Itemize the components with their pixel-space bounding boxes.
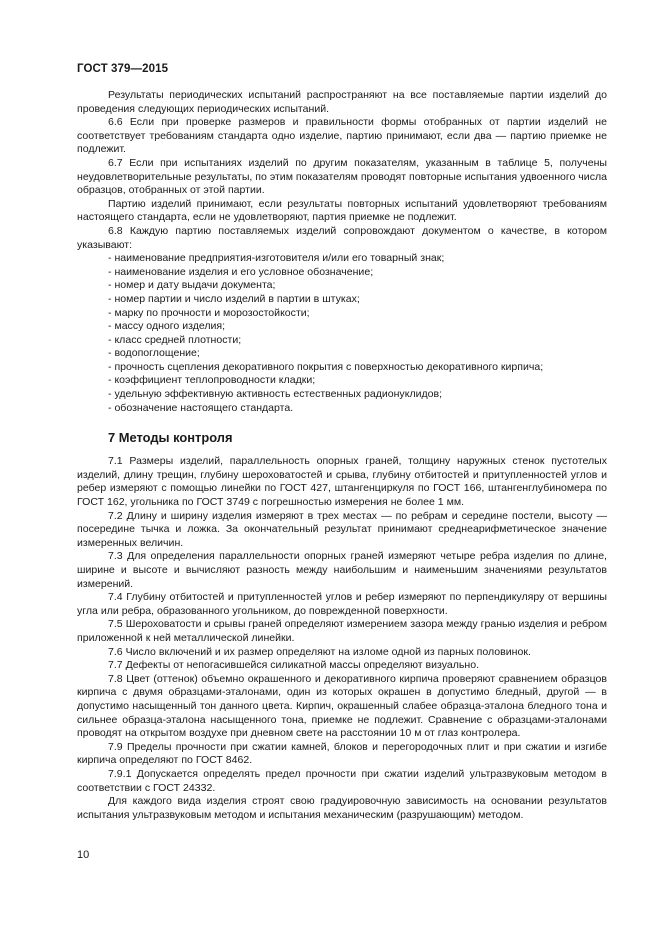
document-header: ГОСТ 379—2015: [77, 63, 169, 75]
paragraph: Партию изделий принимают, если результаты повторных испытаний удовлетворяют требованиям настоящего стандарта, если не удовлетворяют, партия приемке не подлежит.: [77, 197, 607, 224]
list-item: - массу одного изделия;: [108, 320, 226, 333]
paragraph: Результаты периодических испытаний распространяют на все поставляемые партии изделий до проведения следующих периодических испытаний.: [77, 89, 607, 115]
list-item: - класс средней плотности;: [108, 333, 242, 346]
list-item: - удельную эффективную активность естественных радионуклидов;: [108, 388, 443, 401]
paragraph: 7.4 Глубину отбитостей и притупленностей углов и ребер измеряют по перпендикуляру от вершины угла или ребра, образованного угольником, до поврежденной поверхности.: [77, 591, 607, 617]
list-item: - номер и дату выдачи документа;: [108, 279, 276, 292]
list-item: - марку по прочности и морозостойкости;: [108, 306, 310, 319]
paragraph: Для каждого вида изделия строят свою градуировочную зависимость на основании результатов испытания ультразвуковым методом и испытания механическим (разрушающим) методом.: [77, 795, 607, 821]
list-item: - номер партии и число изделий в партии в штуках;: [108, 292, 360, 305]
paragraph: 7.5 Шероховатости и срывы граней определяют измерением зазора между гранью изделия и ребром приложенной к ней металлической линейки.: [77, 618, 607, 644]
list-item: - обозначение настоящего стандарта.: [108, 401, 294, 414]
list-item: - коэффициент теплопроводности кладки;: [108, 374, 316, 387]
paragraph: 6.6 Если при проверке размеров и правильности формы отобранных от партии изделий не соответствует требованиям стандарта одно изделие, партию принимают, если два — партию приемке не подлежит.: [77, 116, 607, 156]
paragraph: 7.3 Для определения параллельности опорных граней измеряют четыре ребра изделия по длине, ширине и высоте и вычисляют разность между наибольшим и наименьшим значениями результатов измерений.: [77, 550, 607, 590]
list-item: - водопоглощение;: [108, 347, 200, 360]
paragraph: 6.8 Каждую партию поставляемых изделий сопровождают документом о качестве, в котором указывают:: [77, 224, 607, 251]
paragraph: 6.7 Если при испытаниях изделий по другим показателям, указанным в таблице 5, получены неудовлетворительные результаты, по этим показателям проводят повторные испытания удвоенного числа образцов, отобранных от этой партии.: [77, 156, 607, 197]
section-heading: 7 Методы контроля: [108, 430, 233, 446]
list-item: - наименование предприятия-изготовителя и/или его товарный знак;: [108, 252, 445, 265]
quality-document-list: [77, 252, 607, 415]
paragraph: 7.9 Пределы прочности при сжатии камней, блоков и перегородочных плит и при сжатии и изгибе кирпича определяют по ГОСТ 8462.: [77, 740, 607, 767]
paragraph: 7.6 Число включений и их размер определяют на изломе одной из парных половинок.: [108, 645, 531, 658]
paragraph: 7.9.1 Допускается определять предел прочности при сжатии изделий ультразвуковым методом в соответствии с ГОСТ 24332.: [77, 767, 607, 794]
paragraph: 7.7 Дефекты от непогасившейся силикатной массы определяют визуально.: [108, 659, 480, 672]
list-item: - наименование изделия и его условное обозначение;: [108, 265, 374, 278]
paragraph: 7.2 Длину и ширину изделия измеряют в трех местах — по ребрам и середине постели, высоту — посередине тычка и ложка. За окончательный результат принимают среднеарифметическое значение измеренных величин.: [77, 509, 607, 549]
paragraph: 7.1 Размеры изделий, параллельность опорных граней, толщину наружных стенок пустотелых изделий, длину трещин, глубину шероховатостей и срыва, глубину отбитостей и притупленностей углов и ребер измеряют с помощью линейки по ГОСТ 427, штангенциркуля по ГОСТ 166, штангенглубиномера по ГОСТ 162, угольника по ГОСТ 3749 с погрешностью измерения не более 1 мм.: [77, 455, 607, 509]
paragraph: 7.8 Цвет (оттенок) объемно окрашенного и декоративного кирпича проверяют сравнением образцов кирпича с двумя образцами-эталонами, один из которых окрашен в допустимо бледный, другой — в допустимо насыщенный тон данного цвета. Кирпич, окрашенный слабее образца-эталона бледного тона и сильнее образца-эталона насыщенного тона, приемке не подлежит. Сравнение с образцами-эталонами проводят на открытом воздухе при дневном свете на расстоянии 10 м от глаз контролера.: [77, 672, 607, 740]
page-number: 10: [77, 849, 90, 861]
list-item: - прочность сцепления декоративного покрытия с поверхностью декоративного кирпича;: [108, 360, 544, 373]
document-body: [77, 89, 607, 822]
